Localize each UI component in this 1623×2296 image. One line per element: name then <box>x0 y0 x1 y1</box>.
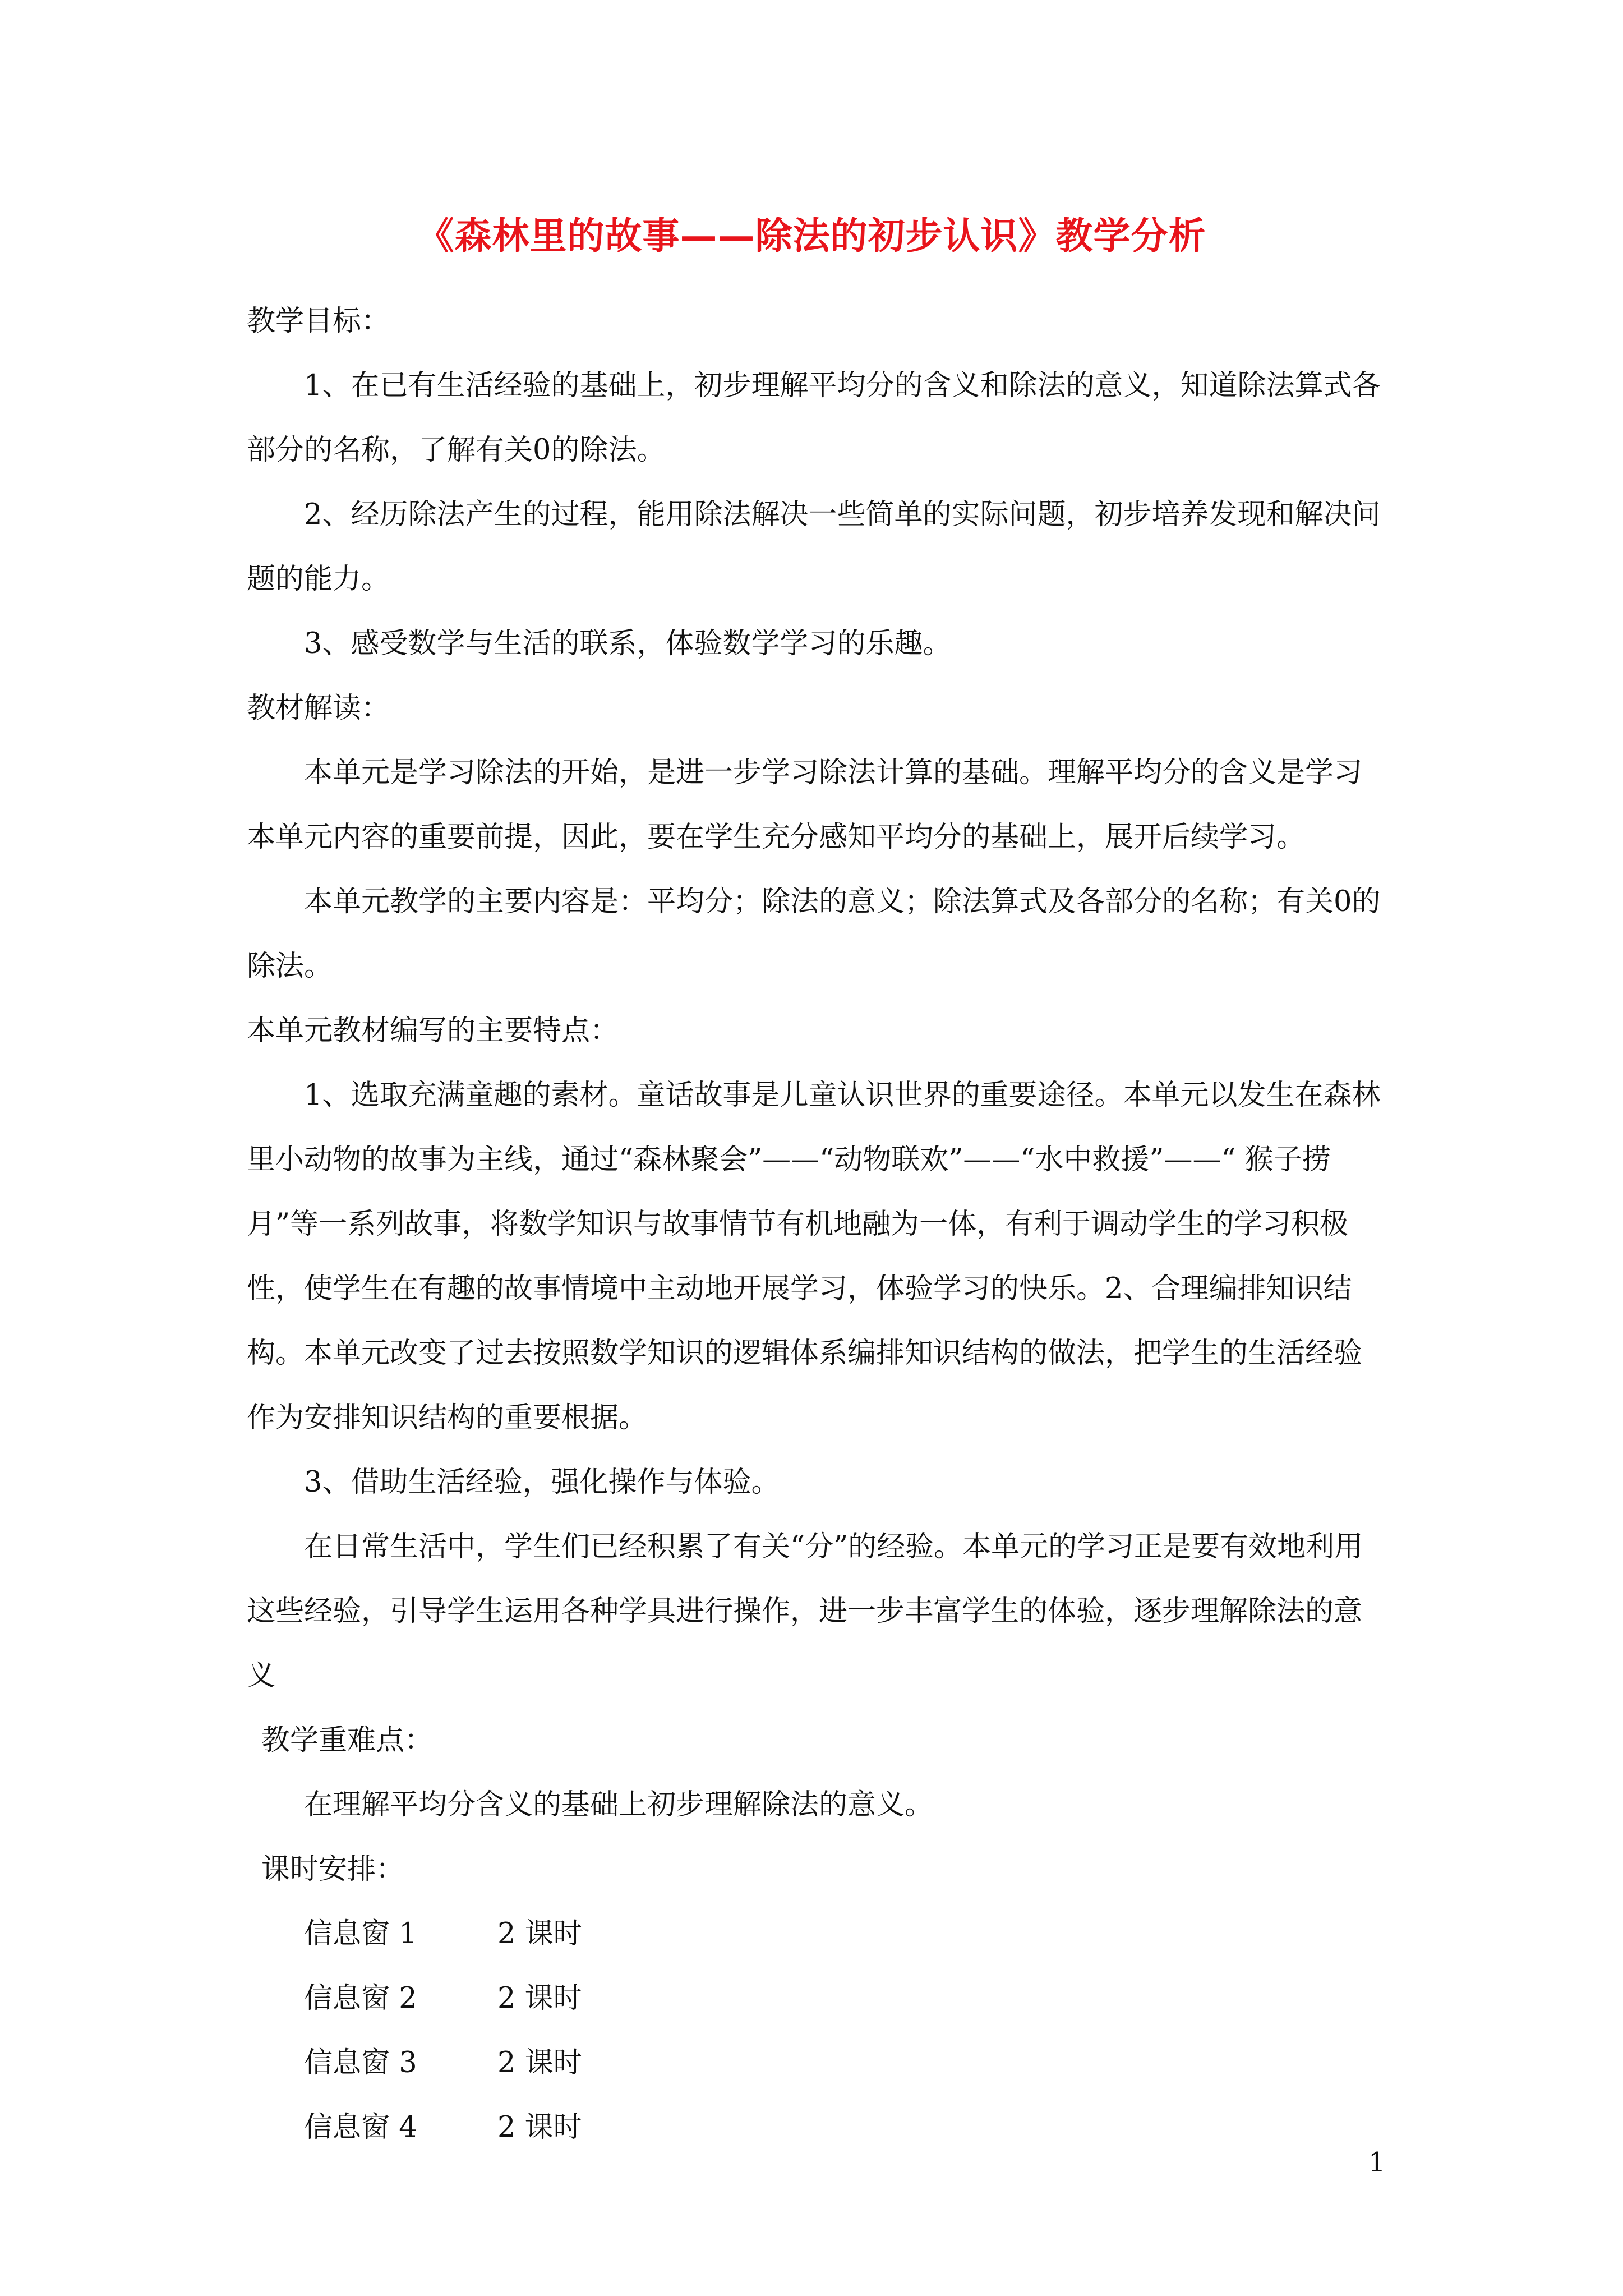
material-paragraph: 本单元是学习除法的开始，是进一步学习除法计算的基础。理解平均分的含义是学习本单元内容的重要前提，因此，要在学生充分感知平均分的基础上，展开后续学习。 <box>247 756 1363 854</box>
section-heading-key-points: 教学重难点： <box>261 1724 434 1757</box>
feature-paragraph: 3、借助生活经验，强化操作与体验。 <box>304 1466 780 1499</box>
schedule-item-hours: 2 课时 <box>497 2046 582 2079</box>
feature-paragraph: 1、选取充满童趣的素材。童话故事是儿童认识世界的重要途径。本单元以发生在森林里小动物的故事为主线，通过“森林聚会”——“动物联欢”——“水中救援”——“ 猴子捞月”等一系列故事，将数学知识与故事情节有机地融为一体，有利于调动学生的学习积极性，使学生在有趣的故事情境中主动地开展学习，体验学习的快乐。2、合理编排知识结构。本单元改变了过去按照数学知识的逻辑体系编排知识结构的做法，把学生的生活经验作为安排知识结构的重要根据。 <box>247 1079 1381 1434</box>
schedule-row <box>247 2031 1385 2095</box>
schedule-item-name: 信息窗 4 <box>304 2111 417 2144</box>
section-heading-goals: 教学目标： <box>247 305 390 338</box>
goal-item: 1、在已有生活经验的基础上，初步理解平均分的含义和除法的意义，知道除法算式各部分的名称，了解有关0的除法。 <box>247 369 1381 467</box>
schedule-row <box>247 1966 1385 2031</box>
feature-paragraph: 在日常生活中，学生们已经积累了有关“分”的经验。本单元的学习正是要有效地利用这些经验，引导学生运用各种学具进行操作，进一步丰富学生的体验，逐步理解除法的意义 <box>247 1530 1363 1692</box>
document-body <box>247 289 1385 2160</box>
schedule-row <box>247 2095 1385 2160</box>
schedule-row <box>247 1902 1385 1966</box>
section-heading-features: 本单元教材编写的主要特点： <box>247 1014 619 1047</box>
schedule-item-name: 信息窗 1 <box>304 1917 417 1950</box>
goal-item: 2、经历除法产生的过程，能用除法解决一些简单的实际问题，初步培养发现和解决问题的能力。 <box>247 498 1381 596</box>
schedule-item-hours: 2 课时 <box>497 2111 582 2144</box>
material-paragraph: 本单元教学的主要内容是：平均分；除法的意义；除法算式及各部分的名称；有关0的除法。 <box>247 885 1381 983</box>
schedule-item-name: 信息窗 3 <box>304 2046 417 2079</box>
section-heading-material: 教材解读： <box>247 692 390 725</box>
schedule-item-hours: 2 课时 <box>497 1982 582 2015</box>
schedule-item-name: 信息窗 2 <box>304 1982 417 2015</box>
document-title: 《森林里的故事——除法的初步认识》教学分析 <box>417 214 1206 257</box>
schedule-item-hours: 2 课时 <box>497 1917 582 1950</box>
section-heading-schedule: 课时安排： <box>261 1853 405 1886</box>
key-points-text: 在理解平均分含义的基础上初步理解除法的意义。 <box>304 1788 934 1821</box>
page-number: 1 <box>1368 2147 1386 2178</box>
goal-item: 3、感受数学与生活的联系，体验数学学习的乐趣。 <box>304 627 952 660</box>
